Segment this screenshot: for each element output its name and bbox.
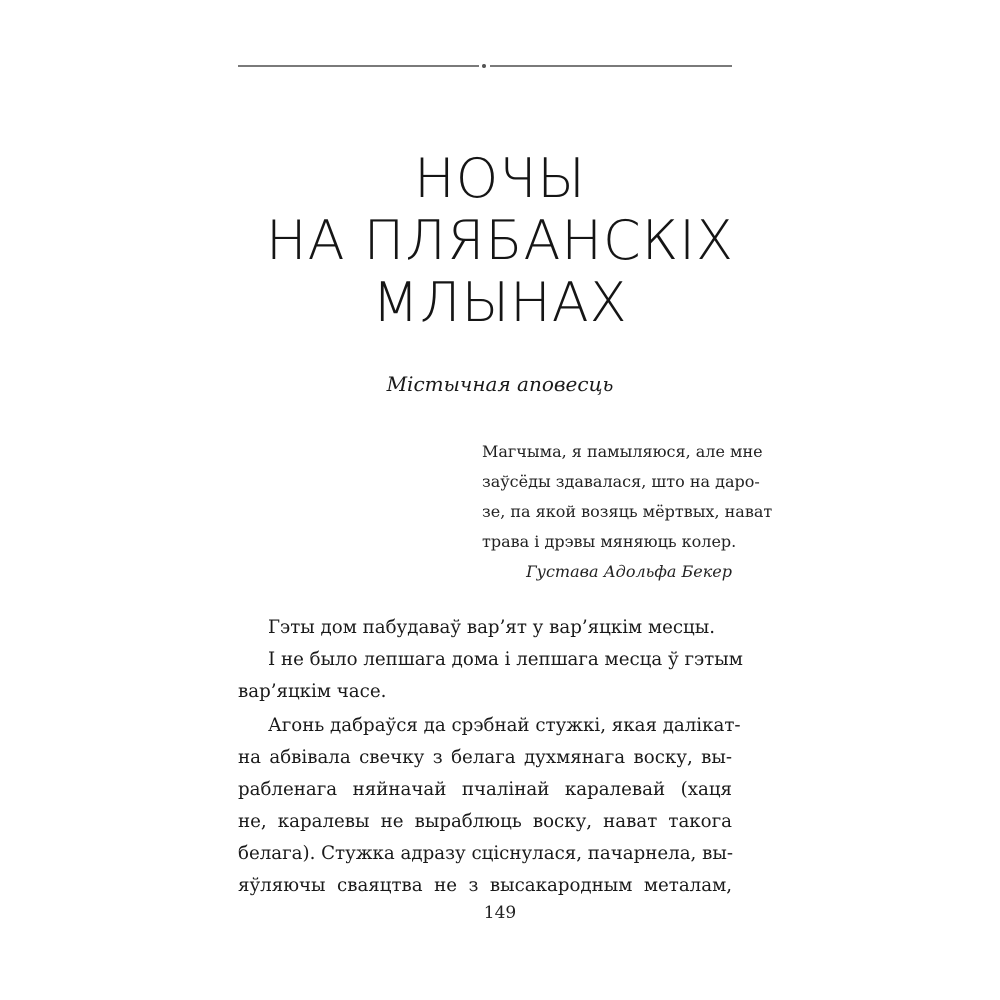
chapter-subtitle: Містычная аповесць xyxy=(386,372,614,396)
epigraph-author: Густава Адольфа Бекер xyxy=(526,562,732,581)
epigraph-line: заўсёды здавалася, што на даро- xyxy=(482,472,760,491)
epigraph-line: зе, па якой возяць мёртвых, нават xyxy=(482,502,773,521)
body-line: на абвівала свечку з белага духмянага воску, вы- xyxy=(238,747,732,768)
header-ornament-dot xyxy=(482,64,486,68)
epigraph-line: трава і дрэвы мяняюць колер. xyxy=(482,532,737,551)
page-number: 149 xyxy=(483,903,517,923)
body-line: Гэты дом пабудаваў вар’ят у вар’яцкім месцы. xyxy=(268,617,715,638)
body-line: І не было лепшага дома і лепшага месца ў гэтым xyxy=(268,649,743,670)
header-rule-right xyxy=(490,65,732,67)
body-line: белага). Стужка адразу сціснулася, пачарнела, вы- xyxy=(238,843,733,864)
body-line: рабленага няйначай пчалінай каралевай (хаця xyxy=(238,779,732,800)
paragraph-1 xyxy=(238,612,743,708)
epigraph xyxy=(482,437,773,587)
title-line: НА ПЛЯБАНСКІХ xyxy=(265,209,735,272)
body-line: яўляючы сваяцтва не з высакародным металам, xyxy=(238,875,732,896)
chapter-title xyxy=(200,148,800,334)
title-line: НОЧЫ xyxy=(414,147,586,210)
body-line: не, каралевы не выраблюць воску, нават такога xyxy=(238,811,732,832)
header-rule-left xyxy=(238,65,479,67)
title-line: МЛЫНАХ xyxy=(372,271,628,334)
epigraph-line: Магчыма, я памыляюся, але мне xyxy=(482,442,763,461)
body-line: вар’яцкім часе. xyxy=(238,681,387,702)
body-line: Агонь дабраўся да срэбнай стужкі, якая далікат- xyxy=(268,715,741,736)
paragraph-2 xyxy=(238,710,741,902)
